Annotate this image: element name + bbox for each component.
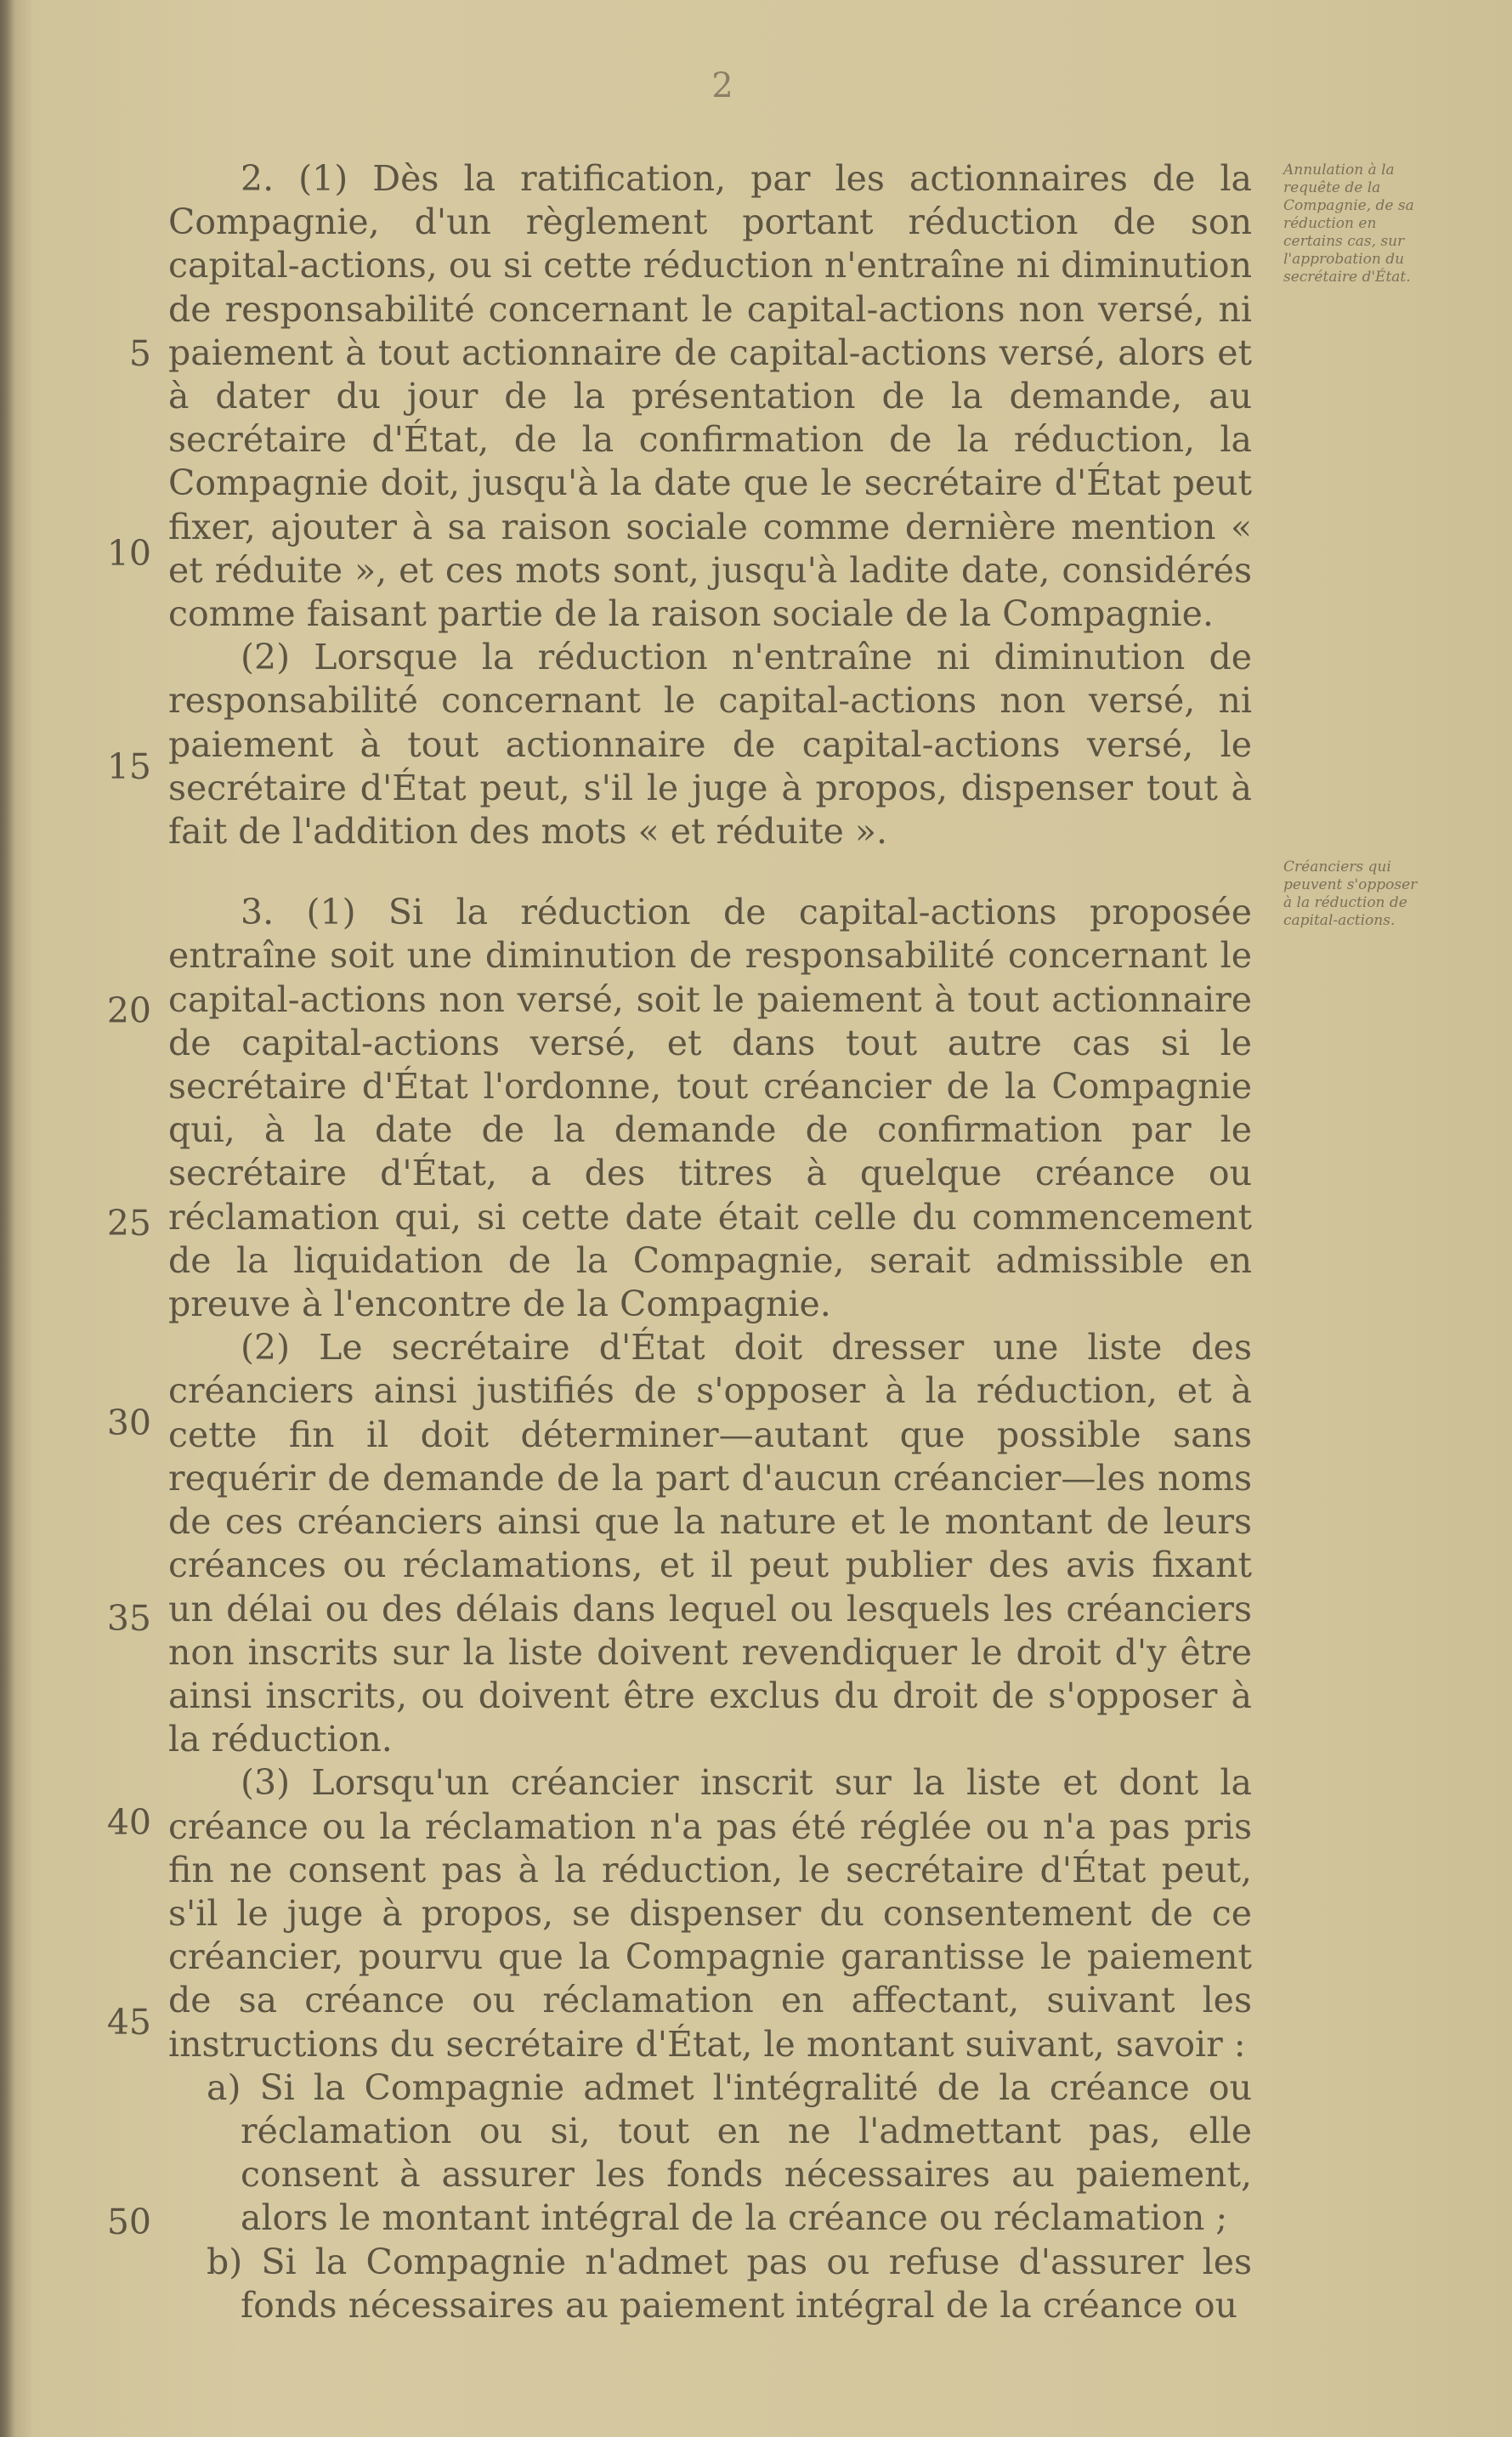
- line-number-10: 10: [106, 533, 151, 574]
- line-number-15: 15: [106, 746, 151, 787]
- margin-note-1: Annulation à la requête de la Compagnie, de sa réduction en certains cas, sur l'approbation du secrétaire d'État.: [1283, 162, 1414, 286]
- line-number-25: 25: [106, 1203, 151, 1244]
- list-item-b: [168, 2241, 1252, 2327]
- line-number-40: 40: [106, 1802, 151, 1843]
- line-number-20: 20: [106, 990, 151, 1031]
- page-number: 2: [711, 66, 733, 105]
- paragraph-2-1: 2. (1) Dès la ratification, par les actionnaires de la Compagnie, d'un règlement portant réduction de son capital-actions, ou si cette réduction n'entraîne ni diminution de responsabilité concernant le capital-actions non versé, ni paiement à tout actionnaire de capital-actions versé, alors et à dater du jour de la présentation de la demande, au secrétaire d'État, de la confirmation de la réduction, la Compagnie doit, jusqu'à la date que le secrétaire d'État peut fixer, ajouter à sa raison sociale comme dernière mention « et réduite », et ces mots sont, jusqu'à ladite date, considérés comme faisant partie de la raison sociale de la Compagnie.: [168, 158, 1252, 635]
- list-item-a: [168, 2066, 1252, 2241]
- line-number-50: 50: [106, 2202, 151, 2242]
- paragraph-2-2: (2) Lorsque la réduction n'entraîne ni diminution de responsabilité concernant le capital-actions non versé, ni paiement à tout actionnaire de capital-actions versé, le secrétaire d'État peut, s'il le juge à propos, dispenser tout à fait de l'addition des mots « et réduite ».: [168, 637, 1252, 853]
- line-number-30: 30: [106, 1403, 151, 1443]
- body-text: [168, 157, 1252, 2327]
- list-item-b-marker: b): [207, 2241, 243, 2282]
- binding-shadow: [0, 0, 15, 2437]
- line-number-45: 45: [106, 2002, 151, 2043]
- list-item-b-text: Si la Compagnie n'admet pas ou refuse d'assurer les fonds nécessaires au paiement intégral de la créance ou: [241, 2241, 1252, 2326]
- paragraph-3-2: (2) Le secrétaire d'État doit dresser une liste des créanciers ainsi justifiés de s'opposer à la réduction, et à cette fin il doit déterminer—autant que possible sans requérir de demande de la part d'aucun créancier—les noms de ces créanciers ainsi que la nature et le montant de leurs créances ou réclamations, et il peut publier des avis fixant un délai ou des délais dans lequel ou lesquels les créanciers non inscrits sur la liste doivent revendiquer le droit d'y être ainsi inscrits, ou doivent être exclus du droit de s'opposer à la réduction.: [168, 1327, 1252, 1760]
- paragraph-3-1: 3. (1) Si la réduction de capital-actions proposée entraîne soit une diminution de responsabilité concernant le capital-actions non versé, soit le paiement à tout actionnaire de capital-actions versé, et dans tout autre cas si le secrétaire d'État l'ordonne, tout créancier de la Compagnie qui, à la date de la demande de confirmation par le secrétaire d'État, a des titres à quelque créance ou réclamation qui, si cette date était celle du commencement de la liquidation de la Compagnie, serait admissible en preuve à l'encontre de la Compagnie.: [168, 892, 1252, 1325]
- paragraph-3-3: (3) Lorsqu'un créancier inscrit sur la liste et dont la créance ou la réclamation n'a pas été réglée ou n'a pas pris fin ne consent pas à la réduction, le secrétaire d'État peut, s'il le juge à propos, se dispenser du consentement de ce créancier, pourvu que la Compagnie garantisse le paiement de sa créance ou réclamation en affectant, suivant les instructions du secrétaire d'État, le montant suivant, savoir :: [168, 1762, 1252, 2065]
- margin-note-2: Créanciers qui peuvent s'opposer à la réduction de capital-actions.: [1283, 859, 1418, 929]
- list-item-a-text: Si la Compagnie admet l'intégralité de la créance ou réclamation ou si, tout en ne l'admettant pas, elle consent à assurer les fonds nécessaires au paiement, alors le montant intégral de la créance ou réclamation ;: [241, 2066, 1252, 2239]
- line-number-35: 35: [106, 1598, 151, 1639]
- line-number-5: 5: [128, 333, 151, 374]
- list-item-a-marker: a): [207, 2066, 241, 2108]
